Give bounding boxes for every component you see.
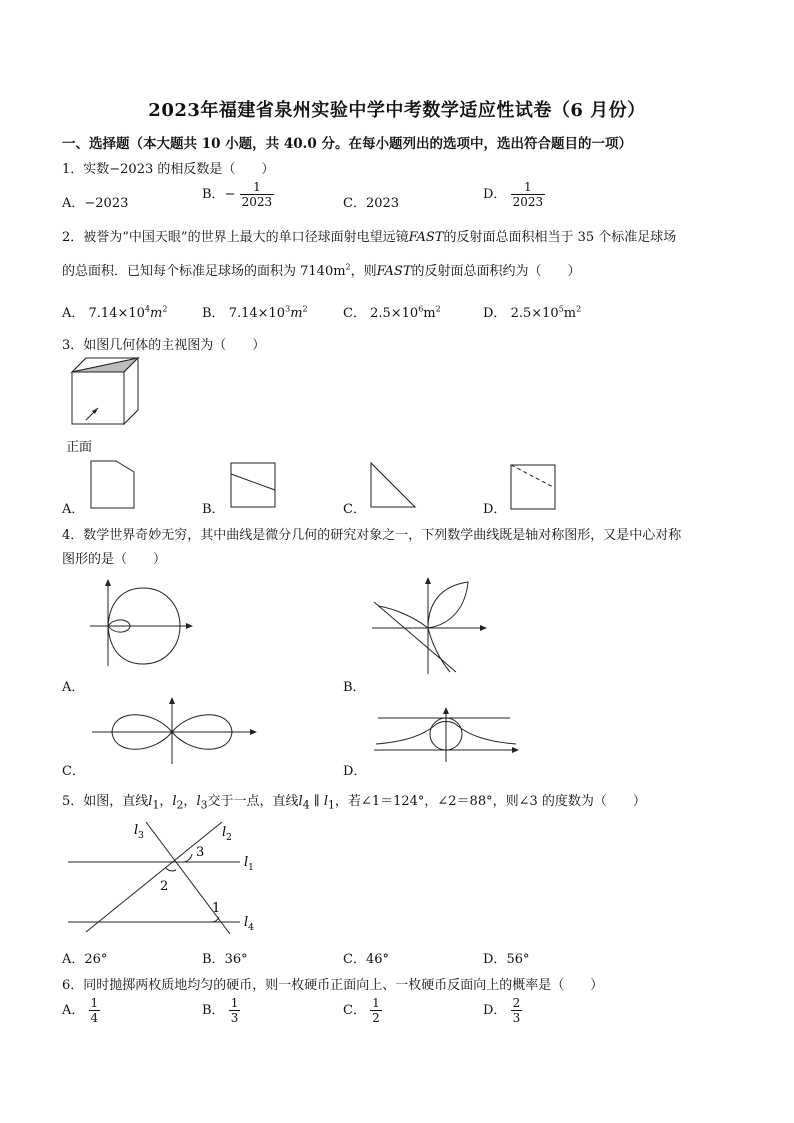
option-value: 2.5×10 bbox=[370, 306, 419, 321]
option-label: A． bbox=[62, 196, 85, 211]
numerator: 2 bbox=[512, 996, 521, 1010]
unit: m bbox=[150, 306, 163, 321]
section-heading: 一、选择题（本大题共 10 小题，共 40.0 分。在每小题列出的选项中，选出符合题目的一项） bbox=[62, 136, 632, 152]
fraction bbox=[89, 996, 101, 1025]
q6-option-a bbox=[62, 996, 100, 1025]
numerator: 1 bbox=[90, 996, 99, 1010]
fraction bbox=[229, 996, 241, 1025]
text-segment: 2．被誉为“中国天眼”的世界上最大的单口径球面射电望远镜 bbox=[62, 230, 409, 245]
line-name: l bbox=[196, 794, 201, 809]
q3-option-b-figure bbox=[230, 462, 276, 508]
question-4-line-1: 4．数学世界奇妙无穷，其中曲线是微分几何的研究对象之一，下列数学曲线既是轴对称图形，又是中心对称 bbox=[62, 528, 682, 543]
option-label: D． bbox=[483, 306, 507, 321]
fast-term: FAST bbox=[376, 264, 412, 279]
q2-option-b bbox=[202, 302, 308, 321]
l1-label: $l_1$ bbox=[244, 855, 254, 873]
text-segment: 的总面积．已知每个标准足球场的面积为 7140m bbox=[62, 264, 346, 279]
unit-exponent: 2 bbox=[435, 304, 441, 314]
fraction bbox=[511, 180, 546, 209]
unit: m bbox=[290, 306, 303, 321]
question-4-line-2: 图形的是（ ） bbox=[62, 552, 167, 567]
line-name: l bbox=[172, 794, 177, 809]
q3-option-c-figure bbox=[370, 462, 416, 508]
fraction bbox=[240, 180, 275, 209]
option-label: C． bbox=[343, 1003, 366, 1018]
q2-option-c bbox=[343, 302, 441, 321]
text-segment: 的反射面总面积相当于 35 个标准足球场 bbox=[443, 230, 677, 245]
option-sign: − bbox=[224, 187, 236, 202]
option-label: B． bbox=[202, 1003, 225, 1018]
subscript: 1 bbox=[328, 798, 335, 812]
q6-option-d bbox=[483, 996, 522, 1025]
q4-option-b-label: B． bbox=[343, 680, 366, 695]
text-segment: 交于一点，直线 bbox=[207, 794, 299, 809]
denominator: 3 bbox=[230, 1011, 239, 1025]
option-value: 7.14×10 bbox=[88, 306, 145, 321]
unit: m bbox=[563, 306, 577, 321]
q5-lines-figure bbox=[64, 818, 274, 936]
option-value: 56° bbox=[506, 952, 530, 967]
angle-2-label: 2 bbox=[160, 879, 169, 894]
q3-option-d-label: D． bbox=[483, 502, 507, 517]
q4-option-d-figure bbox=[372, 706, 522, 764]
fraction bbox=[370, 996, 382, 1025]
text-segment: 的反射面总面积约为（ ） bbox=[411, 264, 581, 279]
q6-option-c bbox=[343, 996, 382, 1025]
option-label: C． bbox=[343, 952, 366, 967]
unit-exponent: 2 bbox=[162, 304, 168, 314]
q4-option-a-figure bbox=[88, 576, 198, 668]
numerator: 1 bbox=[372, 996, 380, 1010]
unit: m bbox=[423, 306, 436, 321]
denominator: 2023 bbox=[512, 195, 544, 209]
option-label: B． bbox=[202, 187, 225, 202]
q1-option-a bbox=[62, 192, 128, 211]
line-name: l bbox=[148, 794, 153, 809]
denominator: 3 bbox=[512, 1011, 521, 1025]
unit-exponent: 2 bbox=[576, 304, 582, 314]
denominator: 2023 bbox=[241, 195, 273, 209]
exponent: 3 bbox=[285, 304, 291, 314]
option-label: A． bbox=[62, 952, 85, 967]
q4-option-b-figure bbox=[370, 574, 490, 676]
numerator: 1 bbox=[230, 996, 239, 1010]
subscript: 1 bbox=[152, 798, 160, 812]
q4-option-c-label: C． bbox=[62, 764, 85, 779]
numerator: 1 bbox=[253, 180, 261, 194]
question-5-text: 5．如图，直线$l_1$，$l_2$，$l_3$交于一点，直线$l_4$ ∥ $l_1$，若∠1＝124°，∠2＝88°，则∠3 的度数为（ ） bbox=[62, 794, 646, 812]
front-label: 正面 bbox=[66, 440, 93, 455]
option-label: C． bbox=[343, 306, 366, 321]
q2-option-d bbox=[483, 302, 581, 321]
fraction bbox=[511, 996, 523, 1025]
unit-exponent: 2 bbox=[302, 304, 308, 314]
q5-option-a bbox=[62, 948, 107, 967]
q1-option-b bbox=[202, 180, 274, 209]
option-label: A． bbox=[62, 1003, 85, 1018]
q5-option-b bbox=[202, 948, 248, 967]
q3-option-c-label: C． bbox=[343, 502, 366, 517]
option-value: 7.14×10 bbox=[228, 306, 286, 321]
option-label: C． bbox=[343, 196, 366, 211]
question-2-line-2 bbox=[62, 260, 581, 279]
option-value: 2.5×10 bbox=[510, 306, 559, 321]
q1-option-d bbox=[483, 180, 545, 209]
question-2-line-1 bbox=[62, 226, 676, 245]
option-value: −2023 bbox=[84, 196, 129, 211]
q4-option-c-figure bbox=[90, 696, 260, 766]
q5-option-c bbox=[343, 948, 389, 967]
angle-1-label: 1 bbox=[212, 901, 221, 916]
q6-option-b bbox=[202, 996, 240, 1025]
q1-option-c bbox=[343, 192, 399, 211]
subscript: 4 bbox=[302, 798, 310, 812]
exponent: 5 bbox=[558, 304, 564, 314]
option-label: D． bbox=[483, 1003, 507, 1018]
question-3-text: 3．如图几何体的主视图为（ ） bbox=[62, 338, 266, 353]
option-label: B． bbox=[202, 306, 225, 321]
subscript: 3 bbox=[200, 798, 208, 812]
page-title: 2023年福建省泉州实验中学中考数学适应性试卷（6 月份） bbox=[148, 100, 646, 121]
subscript: 2 bbox=[176, 798, 184, 812]
text-segment: ，则 bbox=[350, 264, 377, 279]
angle-3-label: 3 bbox=[196, 845, 205, 860]
option-label: D． bbox=[483, 187, 507, 202]
q3-option-a-figure bbox=[90, 460, 136, 510]
text-segment: ，若∠1＝124°，∠2＝88°，则∠3 的度数为（ ） bbox=[334, 794, 646, 809]
numerator: 1 bbox=[524, 180, 532, 194]
text-segment: 5．如图，直线 bbox=[62, 794, 149, 809]
l3-label: $l_3$ bbox=[134, 823, 144, 841]
option-value: 46° bbox=[365, 952, 389, 967]
option-value: 36° bbox=[224, 952, 248, 967]
q3-option-d-figure bbox=[510, 464, 556, 510]
exponent: 4 bbox=[144, 304, 151, 314]
q3-solid-figure bbox=[66, 356, 146, 428]
q4-option-a-label: A． bbox=[62, 680, 85, 695]
question-6-text: 6．同时抛掷两枚质地均匀的硬币，则一枚硬币正面向上、一枚硬币反面向上的概率是（ ） bbox=[62, 978, 604, 993]
option-value: 2023 bbox=[365, 196, 400, 211]
q3-option-b-label: B． bbox=[202, 502, 225, 517]
option-label: B． bbox=[202, 952, 225, 967]
option-value: 26° bbox=[84, 952, 108, 967]
exponent: 6 bbox=[418, 304, 424, 314]
question-1-text: 1．实数−2023 的相反数是（ ） bbox=[62, 162, 275, 177]
option-label: D． bbox=[483, 952, 507, 967]
q2-option-a bbox=[62, 302, 167, 321]
option-label: A． bbox=[62, 306, 85, 321]
fast-term: FAST bbox=[408, 230, 444, 245]
l2-label: $l_2$ bbox=[222, 825, 232, 843]
denominator: 4 bbox=[90, 1011, 99, 1025]
superscript: 2 bbox=[345, 262, 351, 272]
denominator: 2 bbox=[372, 1011, 380, 1025]
q3-option-a-label: A． bbox=[62, 502, 85, 517]
line-name: l bbox=[298, 794, 303, 809]
l4-label: $l_4$ bbox=[244, 915, 254, 933]
q4-option-d-label: D． bbox=[343, 764, 367, 779]
line-name: l bbox=[323, 794, 329, 809]
q5-option-d bbox=[483, 948, 529, 967]
